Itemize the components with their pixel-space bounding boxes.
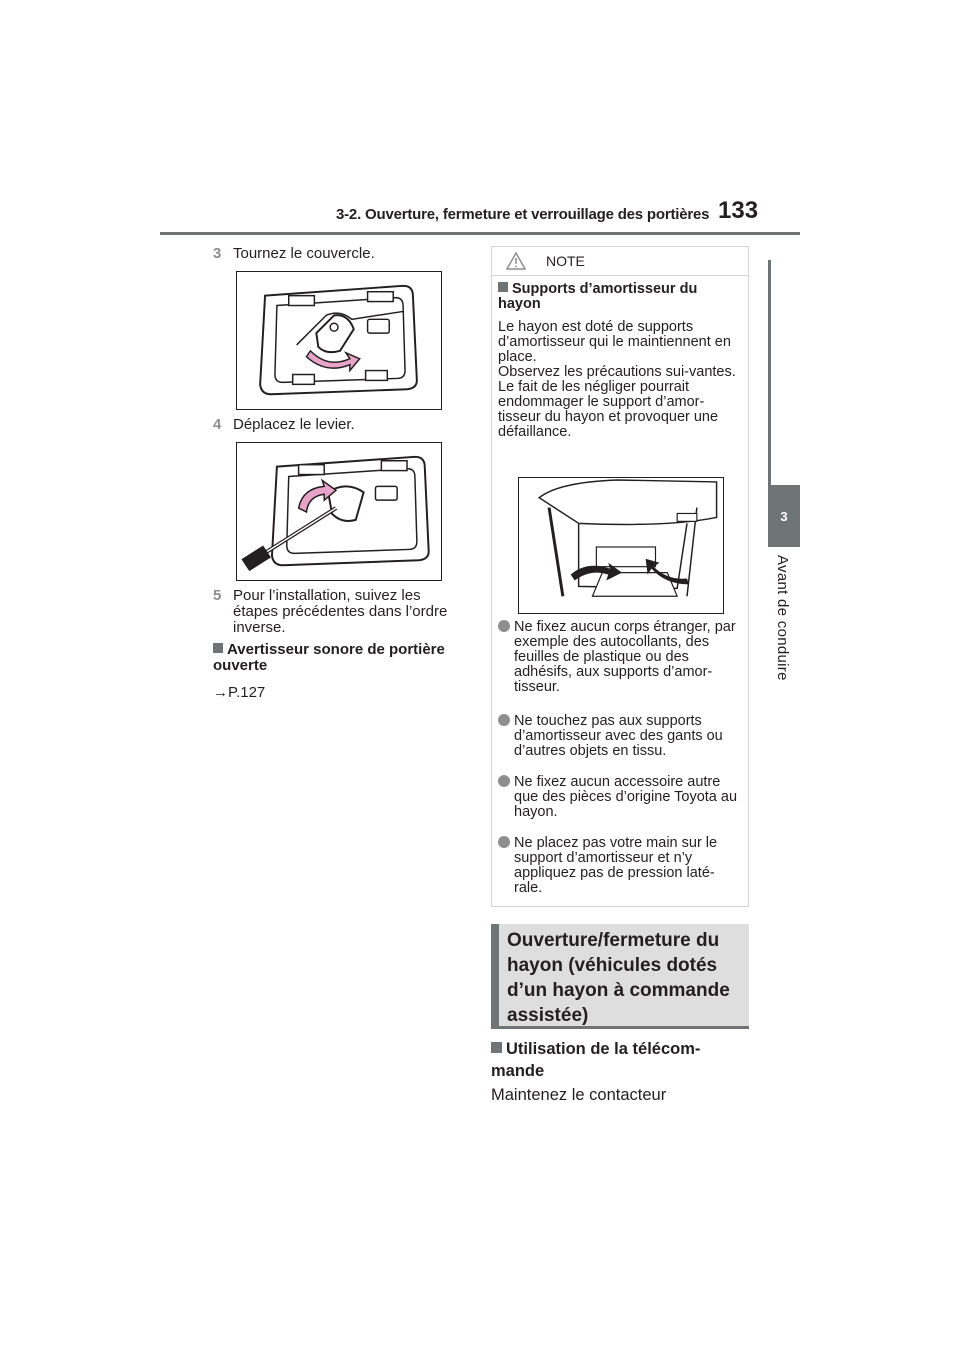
note-bullet-text: Ne fixez aucun corps étranger, par exemple des autocollants, des feuilles de plastique ou des adhésifs, aux supports d’amor-tisseur. <box>514 619 736 695</box>
square-bullet-icon <box>498 282 508 292</box>
round-bullet-icon <box>498 620 510 632</box>
note-paragraph: Le hayon est doté de supports d’amortisseur qui le maintiennent en place. Observez les précautions sui-vantes. Le fait de les négliger pourrait endommager le support d’amor-tisseur du hayon et provoquer une défaillance. <box>498 319 736 440</box>
step-text: Pour l’installation, suivez les étapes précédentes dans l’ordre inverse. <box>233 587 448 636</box>
header-rule <box>160 232 800 235</box>
note-label: NOTE <box>546 253 585 269</box>
note-bullet-text: Ne placez pas votre main sur le support d’amortisseur et n’y appliquez pas de pression laté-rale. <box>514 835 718 896</box>
page-reference-link[interactable]: →P.127 <box>213 684 266 701</box>
chapter-label: Avant de conduire <box>774 555 791 681</box>
side-rule <box>768 260 771 485</box>
square-bullet-icon <box>491 1042 502 1053</box>
step-number: 4 <box>213 416 222 433</box>
step-text: Déplacez le levier. <box>233 416 355 433</box>
note-bullet <box>498 714 742 759</box>
section-title: Ouverture/fermeture du hayon (véhicules dotés d’un hayon à commande assistée) <box>507 930 730 1026</box>
step-number: 3 <box>213 245 222 262</box>
step-number: 5 <box>213 587 222 604</box>
subheading-door-open-warning <box>213 642 473 674</box>
lever-move-illustration <box>236 442 442 581</box>
chapter-number: 3 <box>780 508 788 524</box>
round-bullet-icon <box>498 775 510 787</box>
step-5 <box>213 588 473 636</box>
note-body <box>492 276 748 440</box>
step-3 <box>213 246 473 262</box>
square-bullet-icon <box>213 643 223 653</box>
step-4 <box>213 417 473 433</box>
subheading-remote-use <box>491 1038 749 1082</box>
warning-triangle-icon <box>506 252 526 270</box>
section-rule <box>491 1026 749 1029</box>
note-header <box>492 247 748 276</box>
round-bullet-icon <box>498 836 510 848</box>
note-bullet-text: Ne fixez aucun accessoire autre que des pièces d’origine Toyota au hayon. <box>514 774 738 820</box>
note-heading-text: Supports d’amortisseur du hayon <box>498 281 698 312</box>
page-number: 133 <box>718 197 759 224</box>
chapter-tab <box>768 485 800 547</box>
cover-turn-illustration <box>236 271 442 410</box>
note-bullet <box>498 775 742 820</box>
tailgate-damper-illustration <box>518 477 724 614</box>
right-paragraph: Maintenez le contacteur <box>491 1086 667 1104</box>
note-bullet <box>498 620 742 695</box>
step-text: Tournez le couvercle. <box>233 245 375 262</box>
chapter-section-title: 3-2. Ouverture, fermeture et verrouillage des portières <box>336 206 710 223</box>
subheading-text: Utilisation de la télécom-mande <box>491 1040 701 1080</box>
note-box <box>491 246 749 907</box>
section-title-box <box>491 924 749 1028</box>
note-heading <box>498 282 742 312</box>
subheading-text: Avertisseur sonore de portière ouverte <box>213 641 445 674</box>
note-bullet-text: Ne touchez pas aux supports d’amortisseur avec des gants ou d’autres objets en tissu. <box>514 713 723 759</box>
round-bullet-icon <box>498 714 510 726</box>
note-bullet <box>498 836 742 896</box>
